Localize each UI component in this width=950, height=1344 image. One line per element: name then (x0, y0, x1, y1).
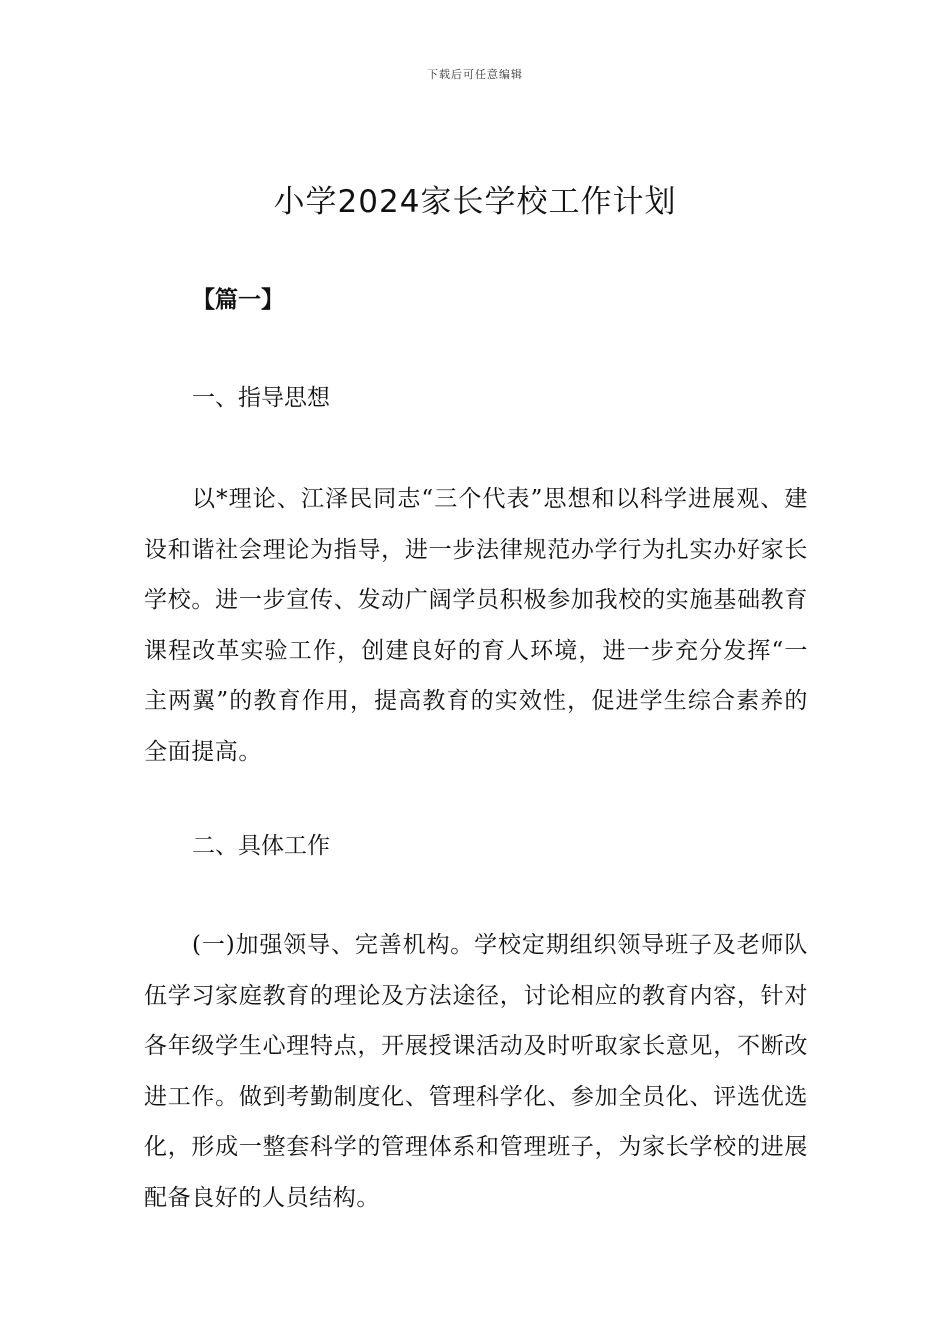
document-title: 小学2024家长学校工作计划 (273, 184, 677, 220)
header-note: 下载后可任意编辑 (427, 68, 523, 81)
section-heading-specific-work: 二、具体工作 (192, 833, 330, 859)
paragraph-guiding-ideology: 以*理论、江泽民同志“三个代表”思想和以科学进展观、建设和谐社会理论为指导，进一步法律规范办学行为扎实办好家长学校。进一步宣传、发动广阔学员积极参加我校的实施基础教育课程改革实验工作，创建良好的育人环境，进一步充分发挥“一主两翼”的教育作用，提高教育的实效性，促进学生综合素养的全面提高。 (144, 486, 808, 765)
section-heading-guiding-ideology: 一、指导思想 (192, 385, 330, 411)
paragraph-specific-work-1: (一)加强领导、完善机构。学校定期组织领导班子及老师队伍学习家庭教育的理论及方法途径，讨论相应的教育内容，针对各年级学生心理特点，开展授课活动及时听取家长意见，不断改进工作。做到考勤制度化、管理科学化、参加全员化、评选优选化，形成一整套科学的管理体系和管理班子，为家长学校的进展配备良好的人员结构。 (144, 932, 808, 1211)
part-label: 【篇一】 (192, 287, 284, 313)
